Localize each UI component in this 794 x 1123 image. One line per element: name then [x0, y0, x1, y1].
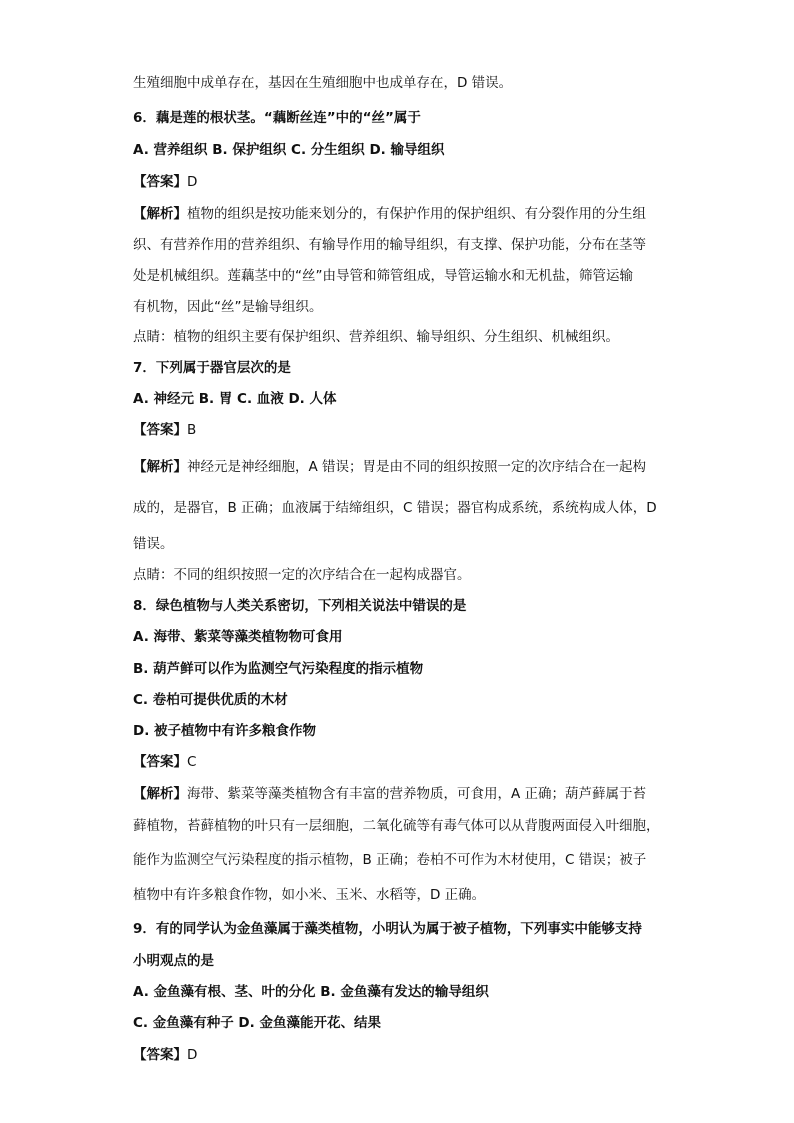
- answer-line: [133, 752, 668, 772]
- answer-line: [133, 1045, 668, 1065]
- question-9-options-cd: [133, 1013, 668, 1033]
- answer-value: D: [187, 1047, 198, 1063]
- analysis-tag: 【解析】: [133, 459, 187, 475]
- text-line: [133, 850, 668, 870]
- text-line: [133, 885, 668, 905]
- question-9-stem-cont: [133, 951, 668, 971]
- answer-tag: 【答案】: [133, 754, 187, 770]
- question-9-stem: [133, 919, 668, 939]
- analysis-line: [133, 204, 668, 224]
- analysis-line: [133, 784, 668, 804]
- text-line: [133, 266, 668, 286]
- answer-value: D: [187, 174, 198, 190]
- answer-tag: 【答案】: [133, 1047, 187, 1063]
- analysis-text: 海带、紫菜等藻类植物含有丰富的营养物质，可食用，A 正确；葫芦藓属于苔: [187, 786, 647, 802]
- line-text: 织、有营养作用的营养组织、有输导作用的输导组织，有支撑、保护功能，分布在茎等: [133, 237, 646, 253]
- line-text: 植物中有许多粮食作物，如小米、玉米、水稻等，D 正确。: [133, 887, 486, 903]
- options-text: A. 营养组织 B. 保护组织 C. 分生组织 D. 输导组织: [133, 142, 445, 158]
- option-text: D. 被子植物中有许多粮食作物: [133, 723, 317, 739]
- question-6-options: [133, 140, 668, 160]
- note-line: [133, 565, 668, 585]
- question-text: 8．绿色植物与人类关系密切，下列相关说法中错误的是: [133, 598, 467, 614]
- answer-value: B: [187, 422, 197, 438]
- options-text: A. 金鱼藻有根、茎、叶的分化 B. 金鱼藻有发达的输导组织: [133, 984, 489, 1000]
- question-8-option-b: [133, 659, 668, 679]
- question-7-options: [133, 389, 668, 409]
- question-text: 9．有的同学认为金鱼藻属于藻类植物，小明认为属于被子植物，下列事实中能够支持: [133, 921, 642, 937]
- text-line: [133, 816, 668, 836]
- answer-tag: 【答案】: [133, 422, 187, 438]
- option-text: B. 葫芦鲜可以作为监测空气污染程度的指示植物: [133, 661, 424, 677]
- option-text: A. 海带、紫菜等藻类植物物可食用: [133, 629, 343, 645]
- answer-tag: 【答案】: [133, 174, 187, 190]
- text-line: [133, 235, 668, 255]
- question-text: 小明观点的是: [133, 953, 214, 969]
- line-text: 生殖细胞中成单存在，基因在生殖细胞中也成单存在，D 错误。: [133, 75, 513, 91]
- answer-value: C: [187, 754, 197, 770]
- analysis-tag: 【解析】: [133, 786, 187, 802]
- text-line: [133, 534, 668, 554]
- question-6-stem: [133, 108, 668, 128]
- analysis-line: [133, 457, 668, 477]
- text-line: [133, 297, 668, 317]
- note-text: 点睛：植物的组织主要有保护组织、营养组织、输导组织、分生组织、机械组织。: [133, 329, 619, 345]
- options-text: A. 神经元 B. 胃 C. 血液 D. 人体: [133, 391, 337, 407]
- question-8-stem: [133, 596, 668, 616]
- question-text: 6．藕是莲的根状茎。“藕断丝连”中的“丝”属于: [133, 110, 421, 126]
- note-line: [133, 327, 668, 347]
- analysis-text: 植物的组织是按功能来划分的，有保护作用的保护组织、有分裂作用的分生组: [187, 206, 646, 222]
- question-text: 7．下列属于器官层次的是: [133, 360, 291, 376]
- line-text: 能作为监测空气污染程度的指示植物，B 正确；卷柏不可作为木材使用，C 错误；被子: [133, 852, 647, 868]
- line-text: 成的，是器官，B 正确；血液属于结缔组织，C 错误；器官构成系统，系统构成人体，D: [133, 500, 657, 516]
- note-text: 点睛：不同的组织按照一定的次序结合在一起构成器官。: [133, 567, 471, 583]
- question-7-stem: [133, 358, 668, 378]
- option-text: C. 卷柏可提供优质的木材: [133, 692, 288, 708]
- options-text: C. 金鱼藻有种子 D. 金鱼藻能开花、结果: [133, 1015, 381, 1031]
- question-8-option-c: [133, 690, 668, 710]
- question-8-option-a: [133, 627, 668, 647]
- answer-line: [133, 172, 668, 192]
- line-text: 错误。: [133, 536, 174, 552]
- analysis-text: 神经元是神经细胞，A 错误；胃是由不同的组织按照一定的次序结合在一起构: [187, 459, 647, 475]
- analysis-tag: 【解析】: [133, 206, 187, 222]
- line-text: 有机物，因此“丝”是输导组织。: [133, 299, 323, 315]
- question-9-options-ab: [133, 982, 668, 1002]
- text-line: [133, 498, 668, 518]
- line-text: 藓植物，苔藓植物的叶只有一层细胞，二氧化硫等有毒气体可以从背腹两面侵入叶细胞，: [133, 818, 660, 834]
- question-8-option-d: [133, 721, 668, 741]
- text-line: [133, 73, 668, 93]
- line-text: 处是机械组织。莲藕茎中的“丝”由导管和筛管组成，导管运输水和无机盐，筛管运输: [133, 268, 633, 284]
- answer-line: [133, 420, 668, 440]
